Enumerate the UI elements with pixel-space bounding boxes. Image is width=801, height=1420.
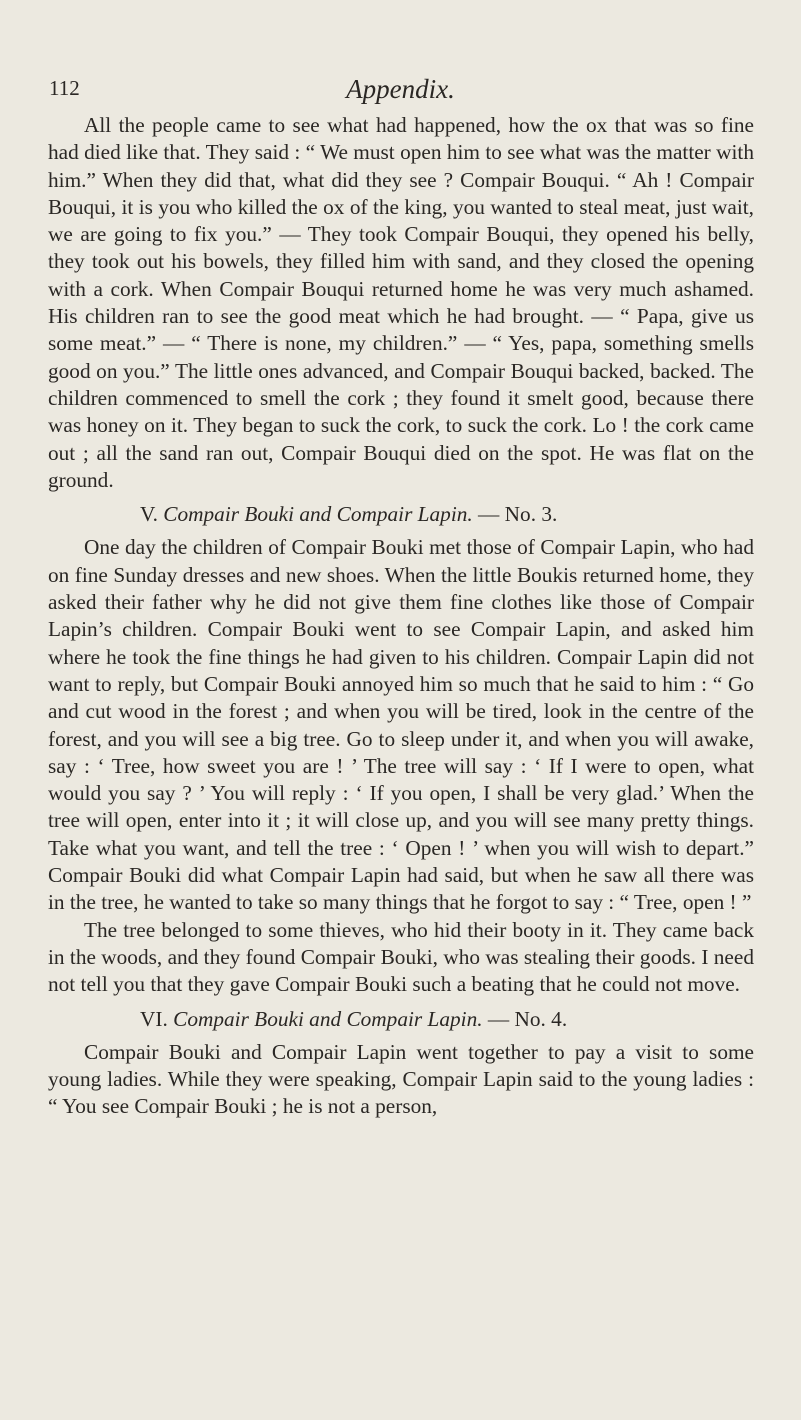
section-title: Compair Bouki and Compair Lapin. [173, 1006, 483, 1031]
page-header [0, 74, 801, 104]
section-numeral: VI. [140, 1006, 168, 1031]
section-number: — No. 4. [487, 1006, 568, 1031]
section-number: — No. 3. [478, 502, 558, 527]
page-number: 112 [49, 76, 80, 100]
paragraph: Compair Bouki and Compair Lapin went together to pay a visit to some young ladies. While they were speaking, Compair Lapin said to the young ladies : “ You see Compair Bouki ; he is not a person, [48, 1039, 754, 1119]
section-numeral: V. [140, 502, 158, 527]
paragraph: One day the children of Compair Bouki met those of Compair Lapin, who had on fine Sunday dresses and new shoes. When the little Boukis returned home, they asked their father why he did not give them fine clothes like those of Compair Lapin’s children. Compair Bouki went to see Compair Lapin, and asked him where he took the fine things he had given to his children. Compair Lapin did not want to reply, but Compair Bouki annoyed him so much that he said to him : “ Go and cut wood in the forest ; and when you will be tired, look in the centre of the forest, and you will see a big tree. Go to sleep under it, and when you will awake, say : ‘ Tree, how sweet you are ! ’ The tree will say : ‘ If I were to open, what would you say ? ’ You will reply : ‘ If you open, I shall be very glad.’ When the tree will open, enter into it ; it will close up, and you will see many pretty things. Take what you want, and tell the tree : ‘ Open ! ’ when you will wish to depart.” Compair Bouki did what Compair Lapin had said, but when he saw all there was in the tree, he wanted to take so many things that he forgot to say : “ Tree, open ! ” [48, 535, 754, 915]
body-text [48, 112, 754, 1121]
paragraph: All the people came to see what had happened, how the ox that was so fine had died like that. They said : “ We must open him to see what was the matter with him.” When they did that, what did they see ? Compair Bouqui. “ Ah ! Compair Bouqui, it is you who killed the ox of the king, you wanted to steal meat, just wait, we are going to fix you.” — They took Compair Bouqui, they opened his belly, they took out his bowels, they filled him with sand, and they closed the opening with a cork. When Compair Bouqui returned home he was very much ashamed. His children ran to see the good meat which he had brought. — “ Papa, give us some meat.” — “ There is none, my children.” — “ Yes, papa, something smells good on you.” The little ones advanced, and Compair Bouqui backed, backed. The children commenced to smell the cork ; they found it smelt good, because there was honey on it. They began to suck the cork, to suck the cork. Lo ! the cork came out ; all the sand ran out, Compair Bouqui died on the spot. He was flat on the ground. [48, 113, 754, 492]
running-head: Appendix. [346, 74, 455, 104]
section-heading-vi [48, 1006, 754, 1033]
section-heading-v [48, 501, 754, 528]
section-title: Compair Bouki and Compair Lapin. [163, 502, 473, 527]
paragraph: The tree belonged to some thieves, who hid their booty in it. They came back in the woods, and they found Compair Bouki, who was stealing their goods. I need not tell you that they gave Compair Bouki such a beating that he could not move. [48, 917, 754, 997]
